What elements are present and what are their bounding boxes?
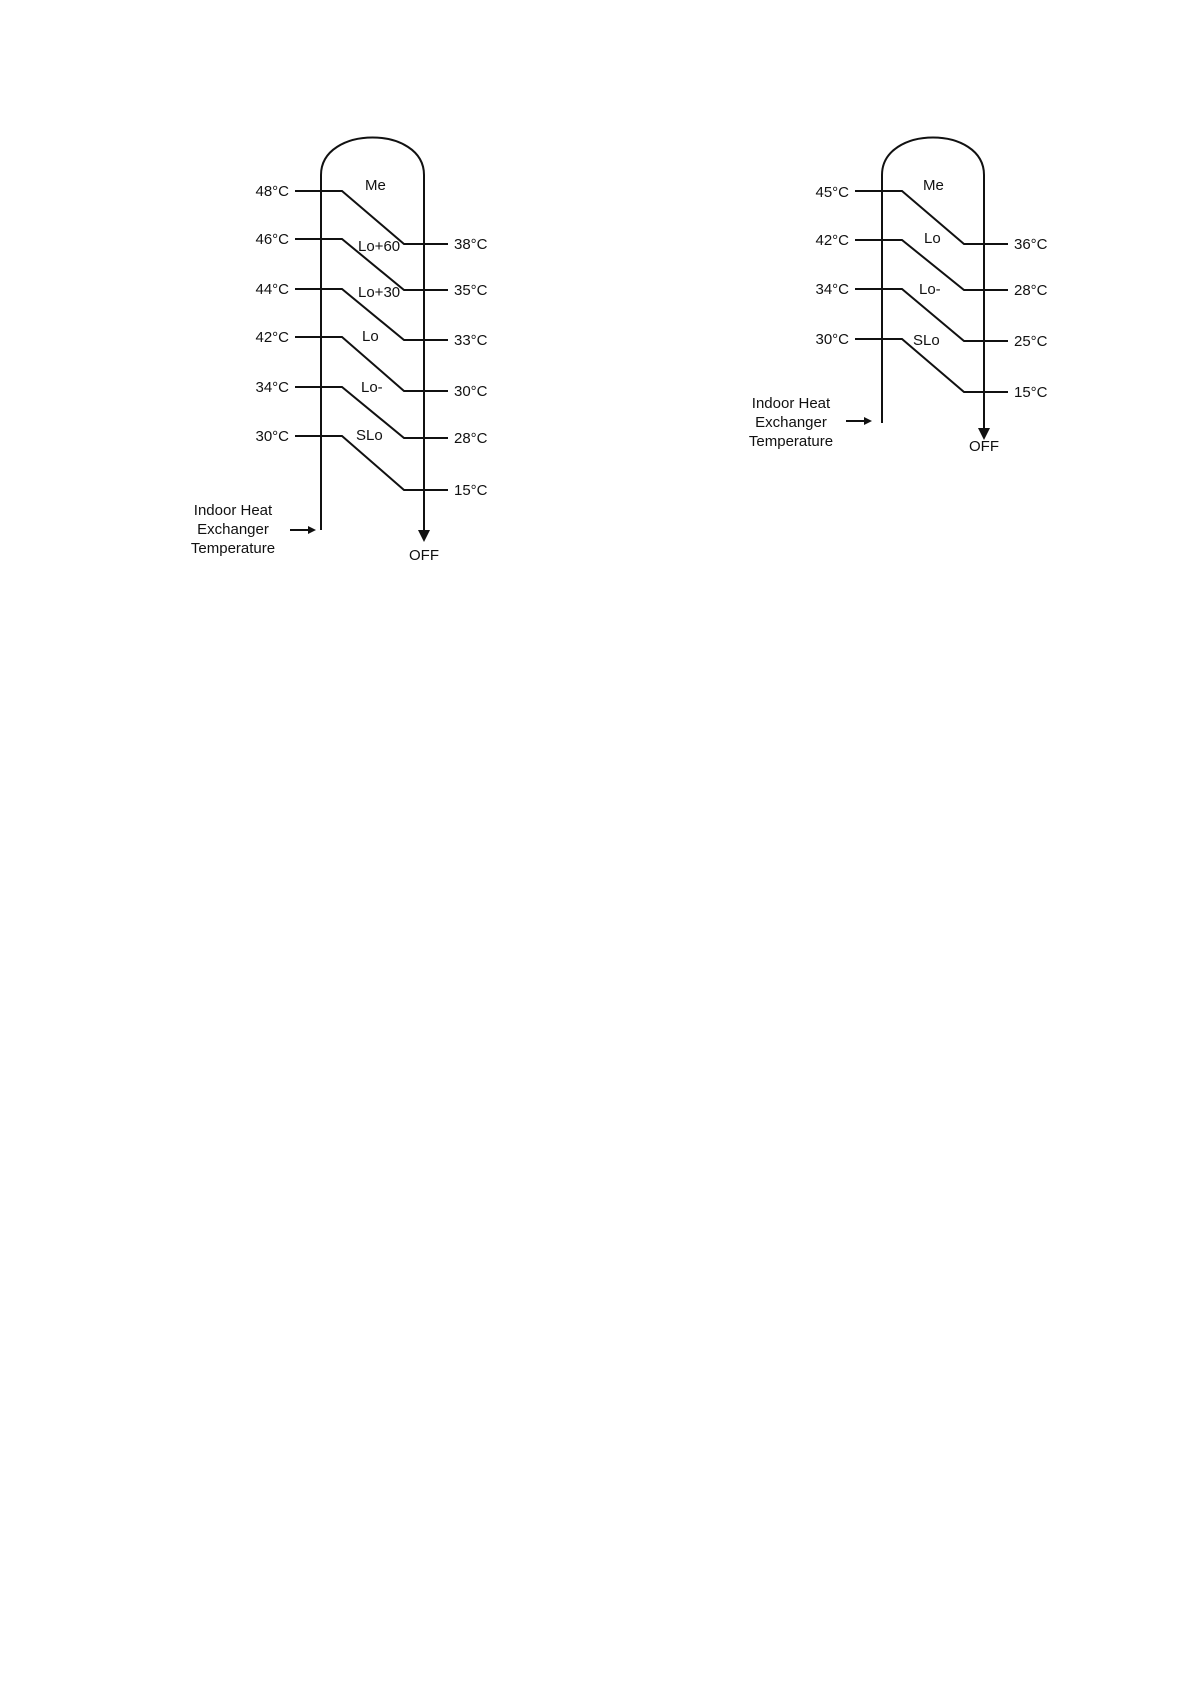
left-temp: 44°C (255, 281, 289, 298)
right-temp: 25°C (1014, 333, 1048, 350)
speed-label: Lo (924, 230, 941, 247)
left-temp: 46°C (255, 231, 289, 248)
left-temp: 34°C (815, 281, 849, 298)
diagram-1 (191, 138, 488, 565)
left-temp: 30°C (255, 428, 289, 445)
off-arrowhead (418, 530, 430, 542)
off-label: OFF (409, 547, 439, 564)
speed-label: Me (365, 177, 386, 194)
speed-label: Lo- (919, 281, 941, 298)
step-line (295, 191, 448, 244)
caption-line: Indoor Heat (193, 502, 273, 519)
speed-label: Lo (362, 328, 379, 345)
speed-label: SLo (356, 427, 383, 444)
off-label: OFF (969, 438, 999, 455)
right-temp: 36°C (1014, 236, 1048, 253)
caption-line: Temperature (190, 540, 276, 557)
caption-line: Temperature (748, 433, 834, 450)
right-temp: 33°C (454, 332, 488, 349)
speed-label: SLo (913, 332, 940, 349)
speed-label: Me (923, 177, 944, 194)
right-temp: 15°C (454, 482, 488, 499)
arrow-right-icon (846, 417, 872, 425)
caption-line: Indoor Heat (751, 395, 831, 412)
right-temp: 28°C (1014, 282, 1048, 299)
diagram-2 (749, 138, 1048, 456)
left-temp: 45°C (815, 184, 849, 201)
right-temp: 38°C (454, 236, 488, 253)
right-temp: 15°C (1014, 384, 1048, 401)
arrow-right-icon (290, 526, 316, 534)
left-temp: 42°C (255, 329, 289, 346)
left-temp: 42°C (815, 232, 849, 249)
speed-label: Lo+30 (358, 284, 401, 301)
caption-line: Exchanger (197, 521, 269, 538)
left-temp: 48°C (255, 183, 289, 200)
left-temp: 34°C (255, 379, 289, 396)
right-temp: 30°C (454, 383, 488, 400)
right-temp: 28°C (454, 430, 488, 447)
step-line (295, 436, 448, 490)
speed-label: Lo+60 (358, 238, 401, 255)
speed-label: Lo- (361, 379, 383, 396)
left-temp: 30°C (815, 331, 849, 348)
caption-line: Exchanger (755, 414, 827, 431)
right-temp: 35°C (454, 282, 488, 299)
